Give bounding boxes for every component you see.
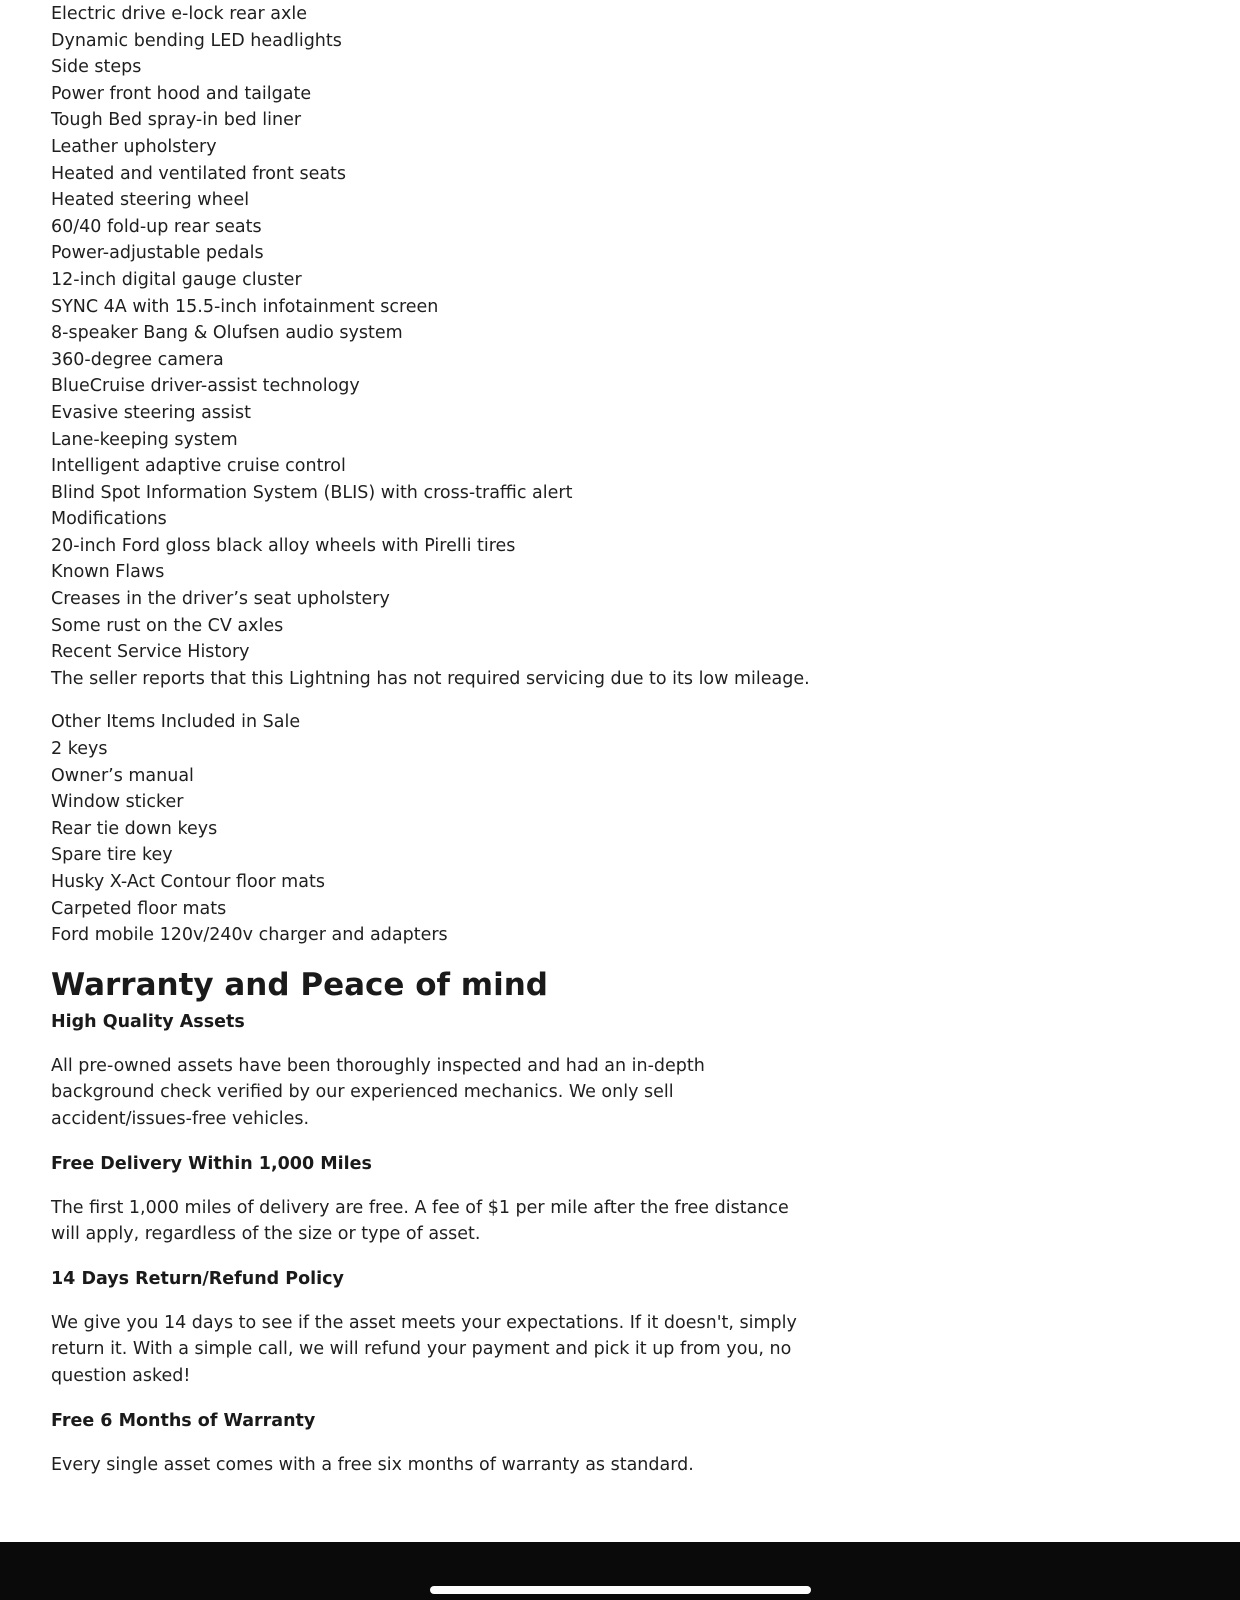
list-heading-service-history: Recent Service History [51, 642, 250, 663]
list-item: Carpeted floor mats [51, 898, 227, 919]
list-item: 60/40 fold-up rear seats [51, 216, 262, 237]
list-heading-known-flaws: Known Flaws [51, 562, 165, 583]
features-list [51, 1, 811, 692]
list-item: Ford mobile 120v/240v charger and adapters [51, 925, 448, 946]
warranty-text-delivery: The first 1,000 miles of delivery are free. A fee of $1 per mile after the free distance will apply, regardless of the size or type of asset. [51, 1197, 789, 1245]
list-item: 12-inch digital gauge cluster [51, 269, 302, 290]
list-item: 360-degree camera [51, 349, 224, 370]
list-item: Tough Bed spray-in bed liner [51, 110, 302, 131]
warranty-heading-warranty: Free 6 Months of Warranty [51, 1410, 316, 1431]
list-item: Dynamic bending LED headlights [51, 30, 342, 51]
list-heading-modifications: Modifications [51, 509, 167, 530]
warranty-section-title: Warranty and Peace of mind [51, 966, 548, 1003]
list-item: Side steps [51, 57, 142, 78]
listing-description [51, 0, 811, 1496]
warranty-heading-quality: High Quality Assets [51, 1011, 245, 1032]
list-item: Husky X-Act Contour floor mats [51, 872, 325, 892]
list-item: Owner’s manual [51, 765, 194, 786]
warranty-text-warranty: Every single asset comes with a free six months of warranty as standard. [51, 1454, 694, 1475]
list-item: Some rust on the CV axles [51, 615, 284, 636]
list-item: 20-inch Ford gloss black alloy wheels with Pirelli tires [51, 535, 516, 556]
list-item: Intelligent adaptive cruise control [51, 456, 346, 477]
list-item: Electric drive e-lock rear axle [51, 4, 307, 24]
list-item: Window sticker [51, 792, 184, 813]
list-item: Heated steering wheel [51, 190, 250, 211]
warranty-text-quality: All pre-owned assets have been thoroughly inspected and had an in-depth background check verified by our experienced mechanics. We only sell accident/issues-free vehicles. [51, 1055, 705, 1129]
list-item: Power front hood and tailgate [51, 83, 312, 104]
list-item: SYNC 4A with 15.5-inch infotainment screen [51, 296, 439, 317]
list-item: Spare tire key [51, 845, 173, 866]
list-item: The seller reports that this Lightning has not required servicing due to its low mileage. [51, 668, 810, 689]
warranty-section [51, 1009, 811, 1478]
list-item: Blind Spot Information System (BLIS) with cross-traffic alert [51, 482, 573, 503]
list-item: 2 keys [51, 739, 108, 760]
system-bottom-bar [0, 1542, 1240, 1600]
home-indicator[interactable] [430, 1586, 811, 1594]
list-item: Lane-keeping system [51, 429, 238, 450]
warranty-heading-return: 14 Days Return/Refund Policy [51, 1268, 344, 1289]
included-items-list [51, 709, 811, 948]
warranty-text-return: We give you 14 days to see if the asset meets your expectations. If it doesn't, simply return it. With a simple call, we will refund your payment and pick it up from you, no question asked! [51, 1312, 797, 1386]
list-item: Heated and ventilated front seats [51, 163, 347, 184]
warranty-heading-delivery: Free Delivery Within 1,000 Miles [51, 1153, 372, 1174]
list-item: 8-speaker Bang & Olufsen audio system [51, 323, 403, 344]
list-item: BlueCruise driver-assist technology [51, 376, 360, 397]
list-heading-included-items: Other Items Included in Sale [51, 712, 301, 733]
list-item: Creases in the driver’s seat upholstery [51, 589, 390, 610]
list-item: Rear tie down keys [51, 818, 218, 839]
list-item: Power-adjustable pedals [51, 243, 264, 264]
list-item: Evasive steering assist [51, 402, 251, 423]
list-item: Leather upholstery [51, 136, 217, 157]
